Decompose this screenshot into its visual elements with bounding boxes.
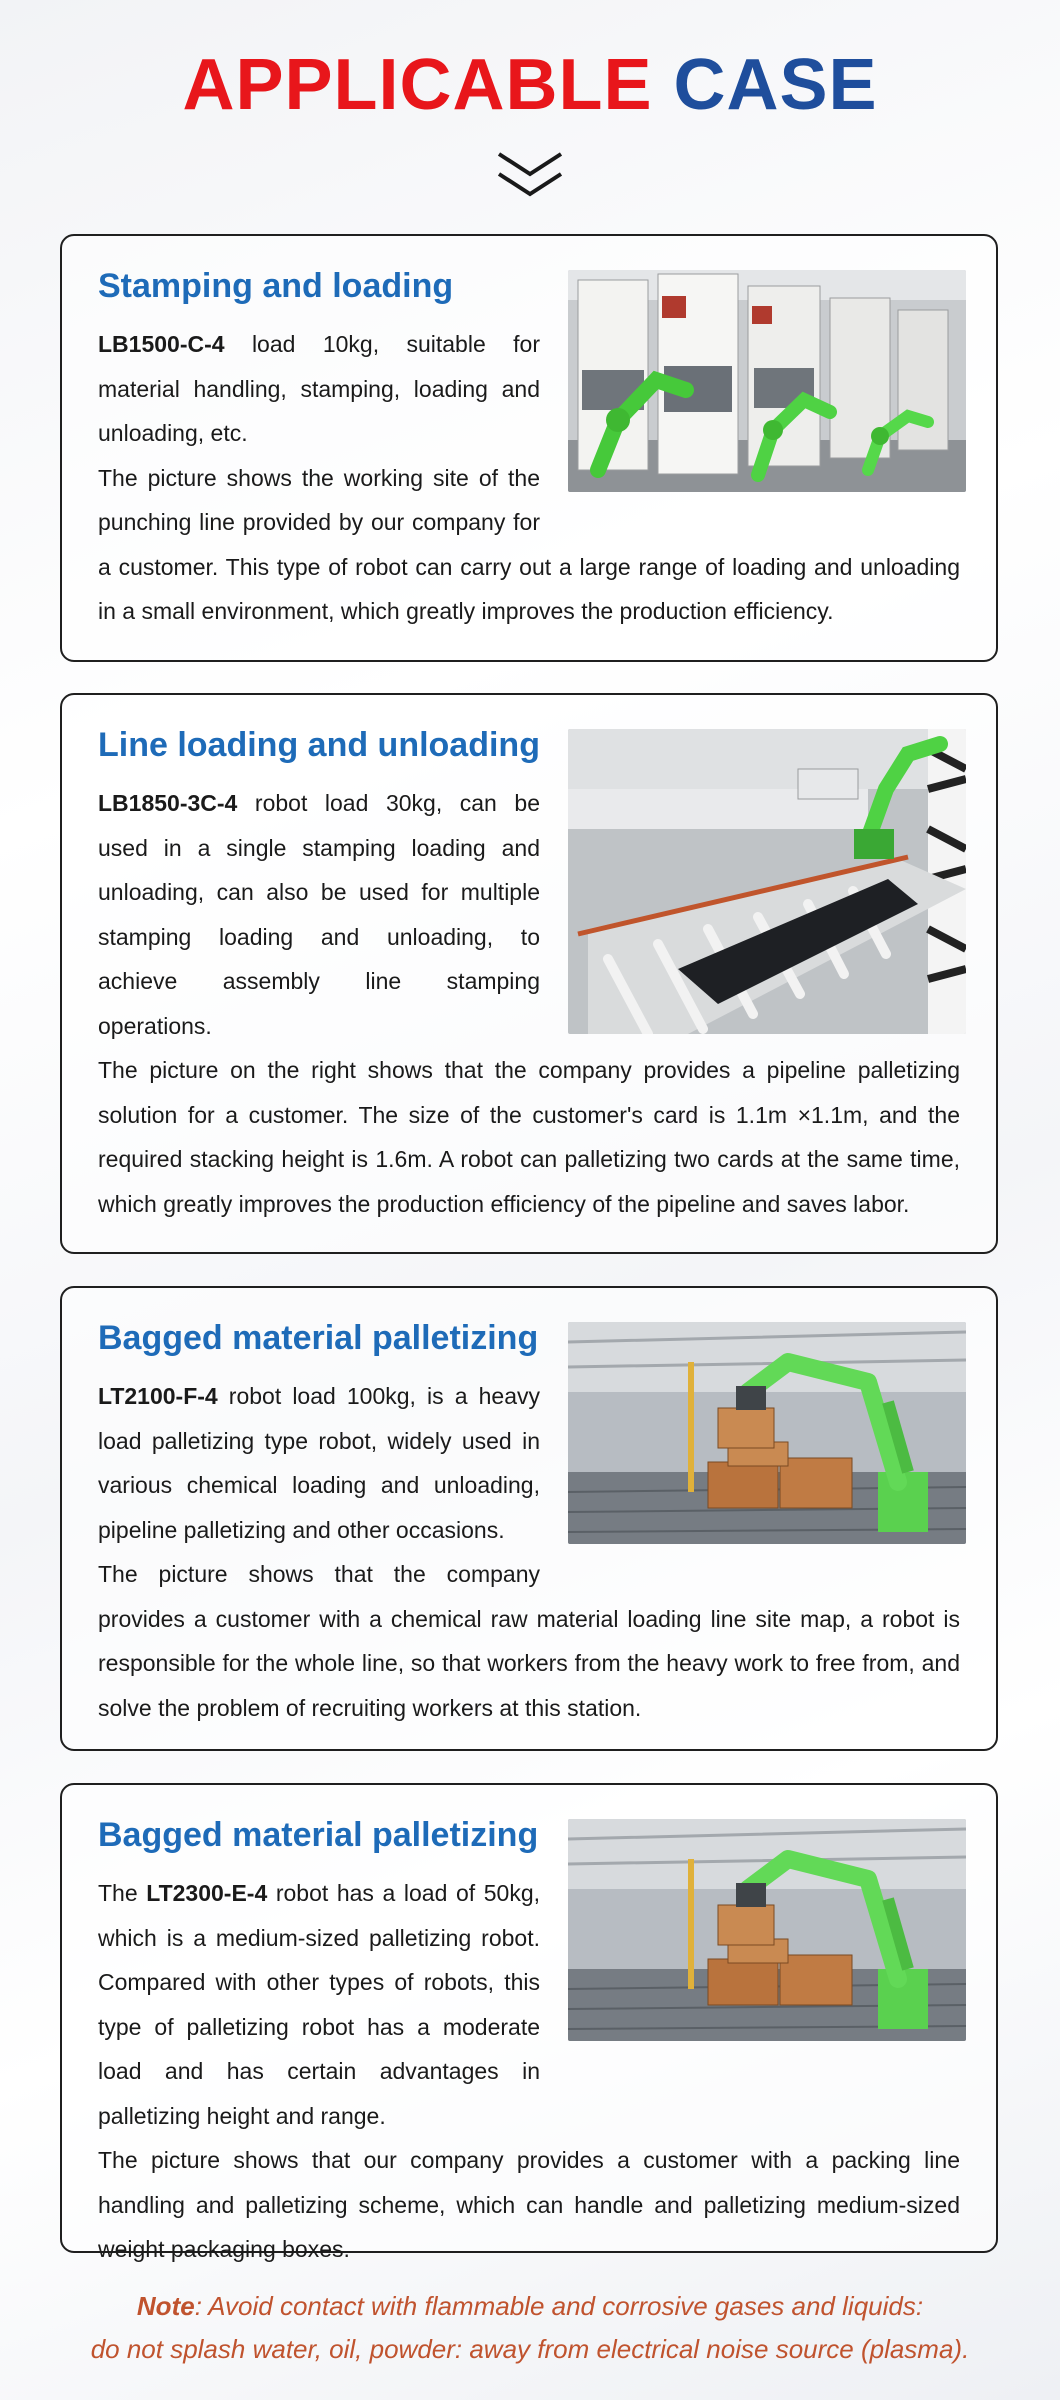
safety-note xyxy=(0,2285,1060,2371)
case-title: Bagged material palletizing xyxy=(98,1319,539,1357)
note-line-2: do not splash water, oil, powder: away from electrical noise source (plasma). xyxy=(90,2334,970,2364)
case-description: The picture shows the working site of the punching line provided by our company for a customer. This type of robot can carry out a large range of loading and unloading in a small environment, which greatly improves the production efficiency. xyxy=(98,464,960,624)
case-photo-stamping-line xyxy=(568,270,966,492)
case-card-stamping xyxy=(60,234,998,662)
case-intro: LB1500-C-4 load 10kg, suitable for material handling, stamping, loading and unloading, etc. xyxy=(98,331,540,446)
model-name: LB1850-3C-4 xyxy=(98,790,238,816)
model-name: LB1500-C-4 xyxy=(98,331,225,357)
case-description: The picture shows that the company provides a customer with a chemical raw material loading line site map, a robot is responsible for the whole line, so that workers from the heavy work to free from, and solve the problem of recruiting workers at this station. xyxy=(98,1561,960,1721)
case-photo-conveyor-line xyxy=(568,729,966,1034)
case-title: Bagged material palletizing xyxy=(98,1816,539,1854)
page-title xyxy=(0,42,1060,128)
case-photo-palletizing-robot xyxy=(568,1322,966,1544)
case-card-line-loading xyxy=(60,693,998,1254)
title-applicable: APPLICABLE xyxy=(182,45,653,125)
case-intro: LB1850-3C-4 robot load 30kg, can be used in a single stamping loading and unloading, can also be used for multiple stamping loading and unloading, to achieve assembly line stamping operations. xyxy=(98,790,540,1039)
note-line-1: Note: Avoid contact with flammable and corrosive gases and liquids: xyxy=(136,2291,924,2321)
case-title: Stamping and loading xyxy=(98,267,454,305)
case-intro: The LT2300-E-4 robot has a load of 50kg, which is a medium-sized palletizing robot. Compared with other types of robots, this type of palletizing robot has a moderate load and has certain advantages in palletizing height and range. xyxy=(98,1880,540,2129)
case-card-medium-palletizing xyxy=(60,1783,998,2262)
double-chevron-down-icon xyxy=(495,148,565,202)
case-description: The picture on the right shows that the company provides a pipeline palletizing solution for a customer. The size of the customer's card is 1.1m ×1.1m, and the required stacking height is 1.6m. A robot can palletizing two cards at the same time, which greatly improves the production efficiency of the pipeline and saves labor. xyxy=(98,1057,960,1217)
model-name: LT2300-E-4 xyxy=(146,1880,268,1906)
title-case: CASE xyxy=(673,45,878,125)
note-label: Note xyxy=(136,2291,195,2321)
case-photo-palletizing-robot xyxy=(568,1819,966,2041)
case-description: The picture shows that our company provides a customer with a packing line handling and palletizing scheme, which can handle and palletizing medium-sized weight packaging boxes. xyxy=(98,2147,960,2262)
case-title: Line loading and unloading xyxy=(98,726,540,764)
case-card-bagged-palletizing xyxy=(60,1286,998,1751)
model-name: LT2100-F-4 xyxy=(98,1383,218,1409)
case-intro: LT2100-F-4 robot load 100kg, is a heavy load palletizing type robot, widely used in various chemical loading and unloading, pipeline palletizing and other occasions. xyxy=(98,1383,540,1543)
